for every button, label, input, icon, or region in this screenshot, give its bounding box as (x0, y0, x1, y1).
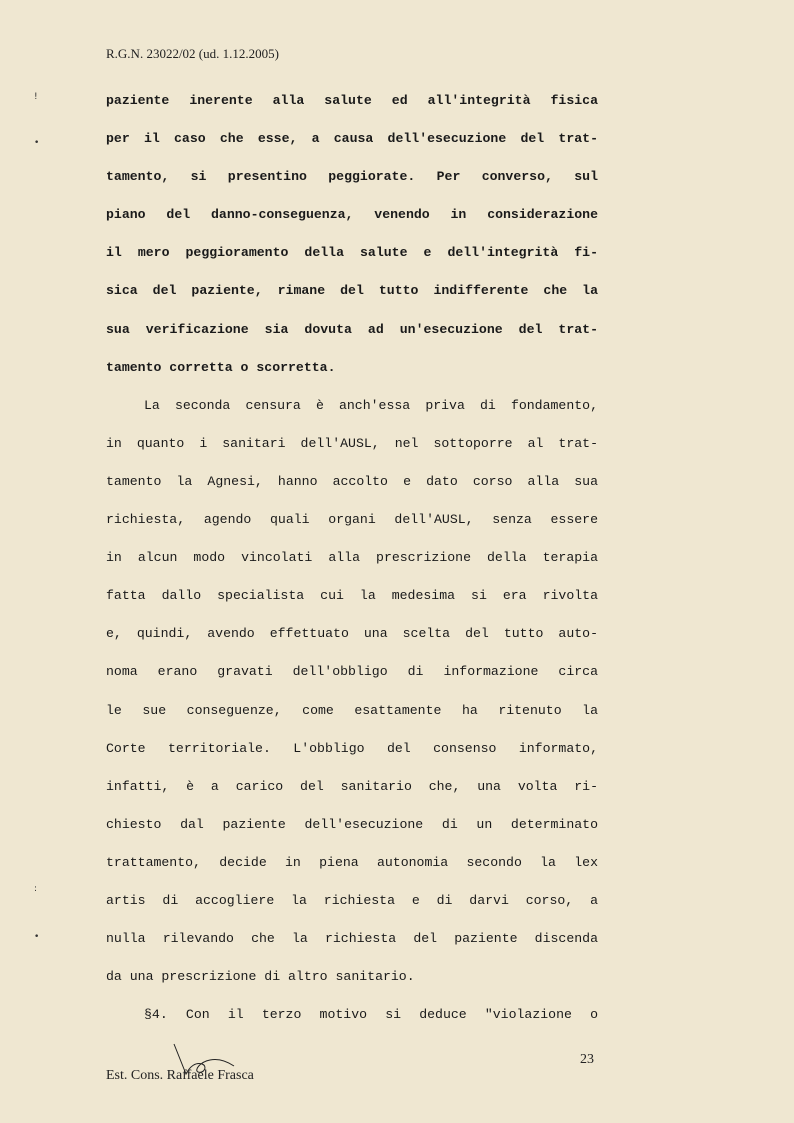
text-line: chiesto dal paziente dell'esecuzione di un determinato (106, 816, 598, 832)
text-line: Corte territoriale. L'obbligo del consenso informato, (106, 740, 598, 756)
text-line: La seconda censura è anch'essa priva di fondamento, (144, 397, 598, 413)
case-reference-header: R.G.N. 23022/02 (ud. 1.12.2005) (106, 46, 279, 61)
margin-mark: ! (34, 92, 38, 102)
text-line: da una prescrizione di altro sanitario. (106, 969, 415, 985)
paragraph-1 (106, 82, 598, 387)
text-line: artis di accogliere la richiesta e di darvi corso, a (106, 892, 598, 908)
margin-mark: : (34, 884, 38, 894)
text-line: fatta dallo specialista cui la medesima si era rivolta (106, 588, 598, 604)
text-line: sua verificazione sia dovuta ad un'esecuzione del trat- (106, 321, 598, 337)
text-line: §4. Con il terzo motivo si deduce "violazione o (144, 1007, 598, 1023)
text-line: il mero peggioramento della salute e dell'integrità fi- (106, 245, 598, 261)
text-line: e, quindi, avendo effettuato una scelta del tutto auto- (106, 626, 598, 642)
text-line: sica del paziente, rimane del tutto indifferente che la (106, 283, 598, 299)
text-line: noma erano gravati dell'obbligo di informazione circa (106, 664, 598, 680)
margin-mark: • (34, 932, 40, 942)
text-line: trattamento, decide in piena autonomia secondo la lex (106, 854, 598, 870)
paragraph-2 (106, 387, 598, 997)
text-line: tamento corretta o scorretta. (106, 359, 336, 375)
text-line: tamento, si presentino peggiorate. Per converso, sul (106, 169, 598, 185)
text-line: per il caso che esse, a causa dell'esecuzione del trat- (106, 131, 598, 147)
text-line: infatti, è a carico del sanitario che, una volta ri- (106, 778, 598, 794)
text-line: piano del danno-conseguenza, venendo in considerazione (106, 207, 598, 223)
margin-mark: • (34, 138, 40, 148)
text-line: tamento la Agnesi, hanno accolto e dato corso alla sua (106, 473, 598, 489)
text-line: in alcun modo vincolati alla prescrizione della terapia (106, 550, 598, 566)
page-number: 23 (580, 1052, 594, 1067)
estensore-signature-line: Est. Cons. Raffaele Frasca (106, 1068, 254, 1083)
text-line: richiesta, agendo quali organi dell'AUSL, senza essere (106, 512, 598, 528)
text-line: le sue conseguenze, come esattamente ha ritenuto la (106, 702, 598, 718)
paragraph-3 (106, 996, 598, 1034)
text-line: nulla rilevando che la richiesta del paziente discenda (106, 931, 598, 947)
text-line: paziente inerente alla salute ed all'integrità fisica (106, 93, 598, 108)
text-line: in quanto i sanitari dell'AUSL, nel sottoporre al trat- (106, 435, 598, 451)
document-body (106, 82, 598, 1034)
